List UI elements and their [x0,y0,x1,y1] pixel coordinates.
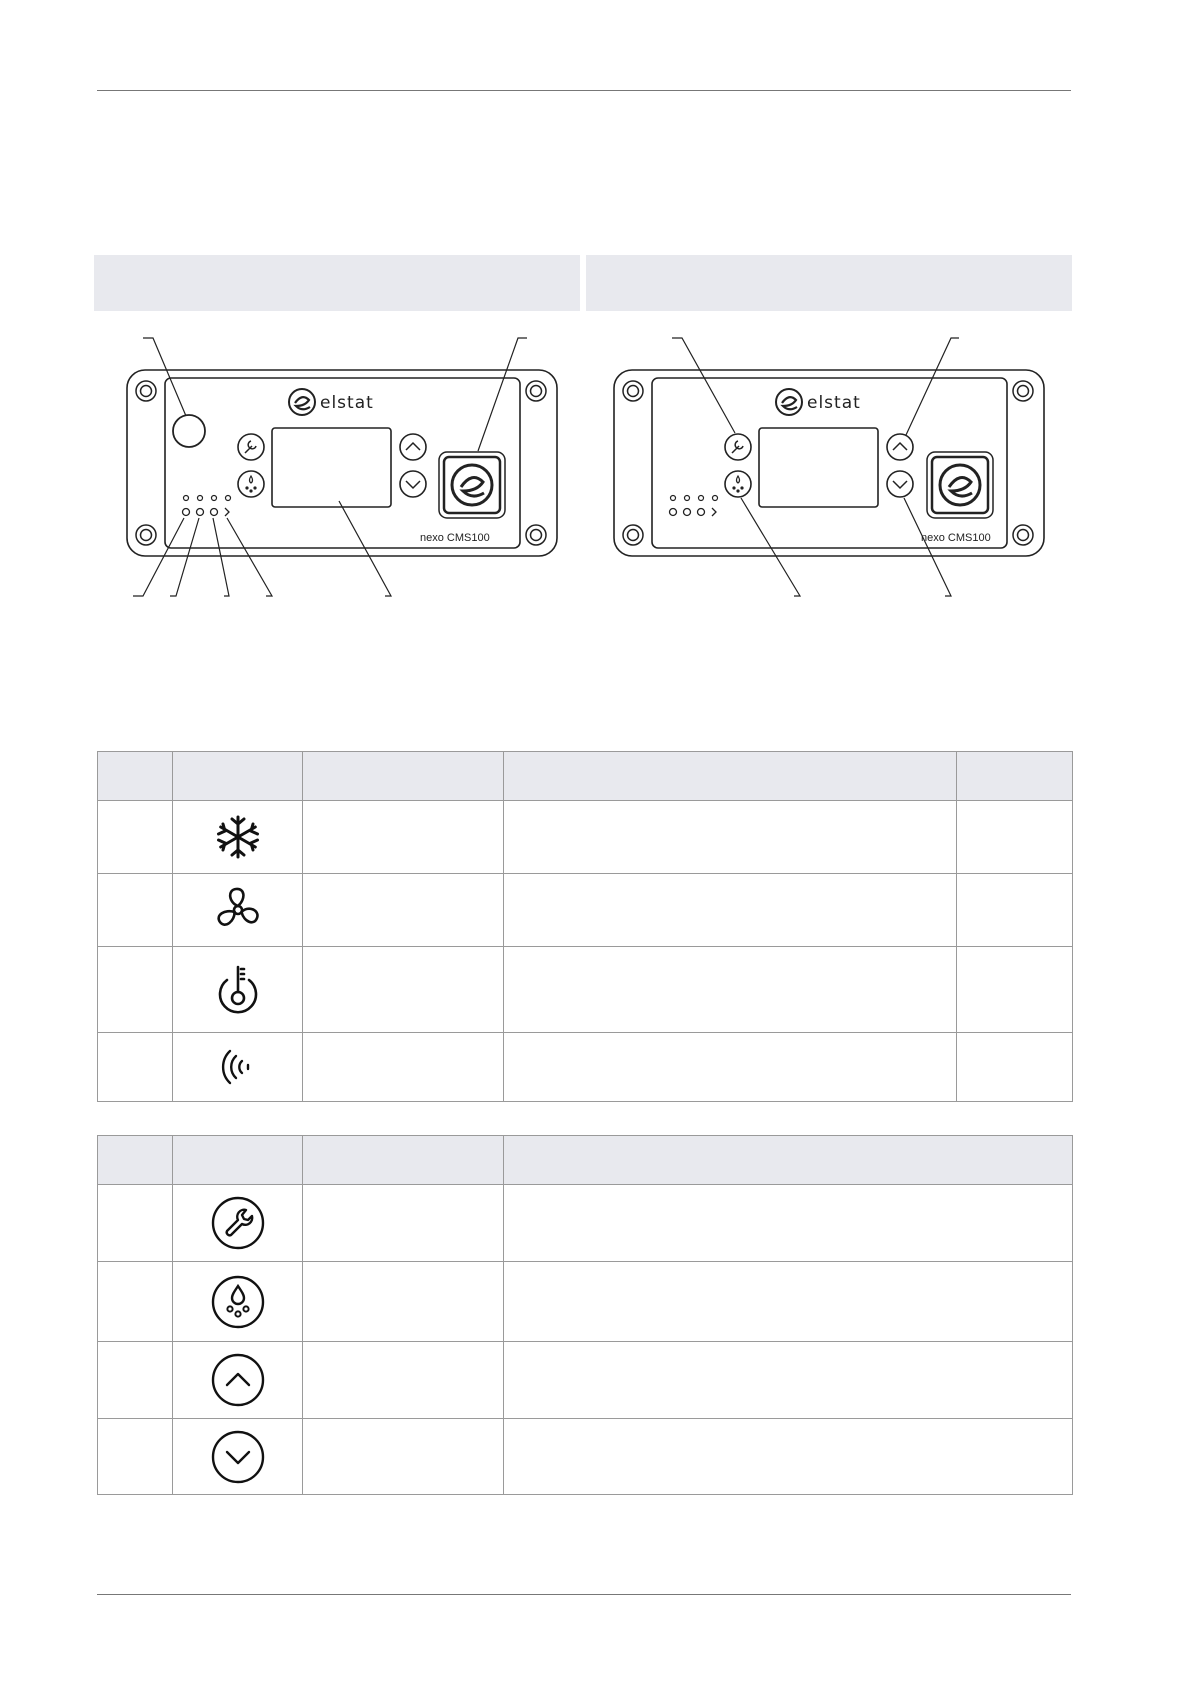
right-model-label: nexo CMS100 [921,532,991,544]
table-cell [173,1342,303,1419]
table-row [98,1419,1073,1495]
table-cell [98,1033,173,1102]
table-cell [173,1185,303,1262]
right-controller [614,338,1044,596]
thermometer-power-icon [213,963,263,1017]
table-row [98,874,1073,947]
table-cell [504,1033,957,1102]
table-cell [504,1185,1073,1262]
table-cell [303,801,504,874]
table-row [98,1342,1073,1419]
header-cell [504,1136,1073,1185]
table-cell [303,1033,504,1102]
header-cell [98,752,173,801]
button-table [97,1135,1073,1495]
table-cell [173,1033,303,1102]
header-cell [303,752,504,801]
header-cell [173,752,303,801]
table-cell [504,1262,1073,1342]
table-cell [303,874,504,947]
chevron-down-icon [210,1429,266,1485]
table-cell [957,1033,1073,1102]
table-cell [173,1262,303,1342]
table-cell [303,1262,504,1342]
table-cell [98,1419,173,1495]
table-cell [173,874,303,947]
table-cell [173,1419,303,1495]
header-cell [957,752,1073,801]
table-cell [303,1419,504,1495]
table-cell [504,874,957,947]
table-cell [504,947,957,1033]
header-cell [303,1136,504,1185]
table-cell [504,801,957,874]
table-cell [957,947,1073,1033]
left-model-label: nexo CMS100 [420,532,490,544]
controller-diagrams [0,0,1191,620]
table-cell [504,1419,1073,1495]
indicator-table-header [98,752,1073,801]
wrench-icon [210,1195,266,1251]
table-cell [173,947,303,1033]
table-cell [173,801,303,874]
table-cell [98,874,173,947]
snowflake-icon [214,813,262,861]
left-brand-label: elstat [320,393,374,413]
table-cell [98,1262,173,1342]
left-controller [127,338,557,596]
table-cell [98,1342,173,1419]
table-cell [303,947,504,1033]
table-row [98,1262,1073,1342]
fan-icon [213,885,263,935]
table-cell [98,947,173,1033]
header-cell [504,752,957,801]
header-cell [173,1136,303,1185]
wireless-signal-icon [216,1045,260,1089]
chevron-up-icon [210,1352,266,1408]
table-cell [303,1185,504,1262]
table-row [98,1033,1073,1102]
table-cell [98,1185,173,1262]
table-cell [504,1342,1073,1419]
button-table-header [98,1136,1073,1185]
right-brand-label: elstat [807,393,861,413]
table-cell [303,1342,504,1419]
indicator-table [97,751,1073,1102]
bottom-rule [97,1594,1071,1595]
table-row [98,947,1073,1033]
table-row [98,1185,1073,1262]
table-cell [957,801,1073,874]
droplets-icon [210,1274,266,1330]
table-cell [98,801,173,874]
header-cell [98,1136,173,1185]
table-cell [957,874,1073,947]
table-row [98,801,1073,874]
